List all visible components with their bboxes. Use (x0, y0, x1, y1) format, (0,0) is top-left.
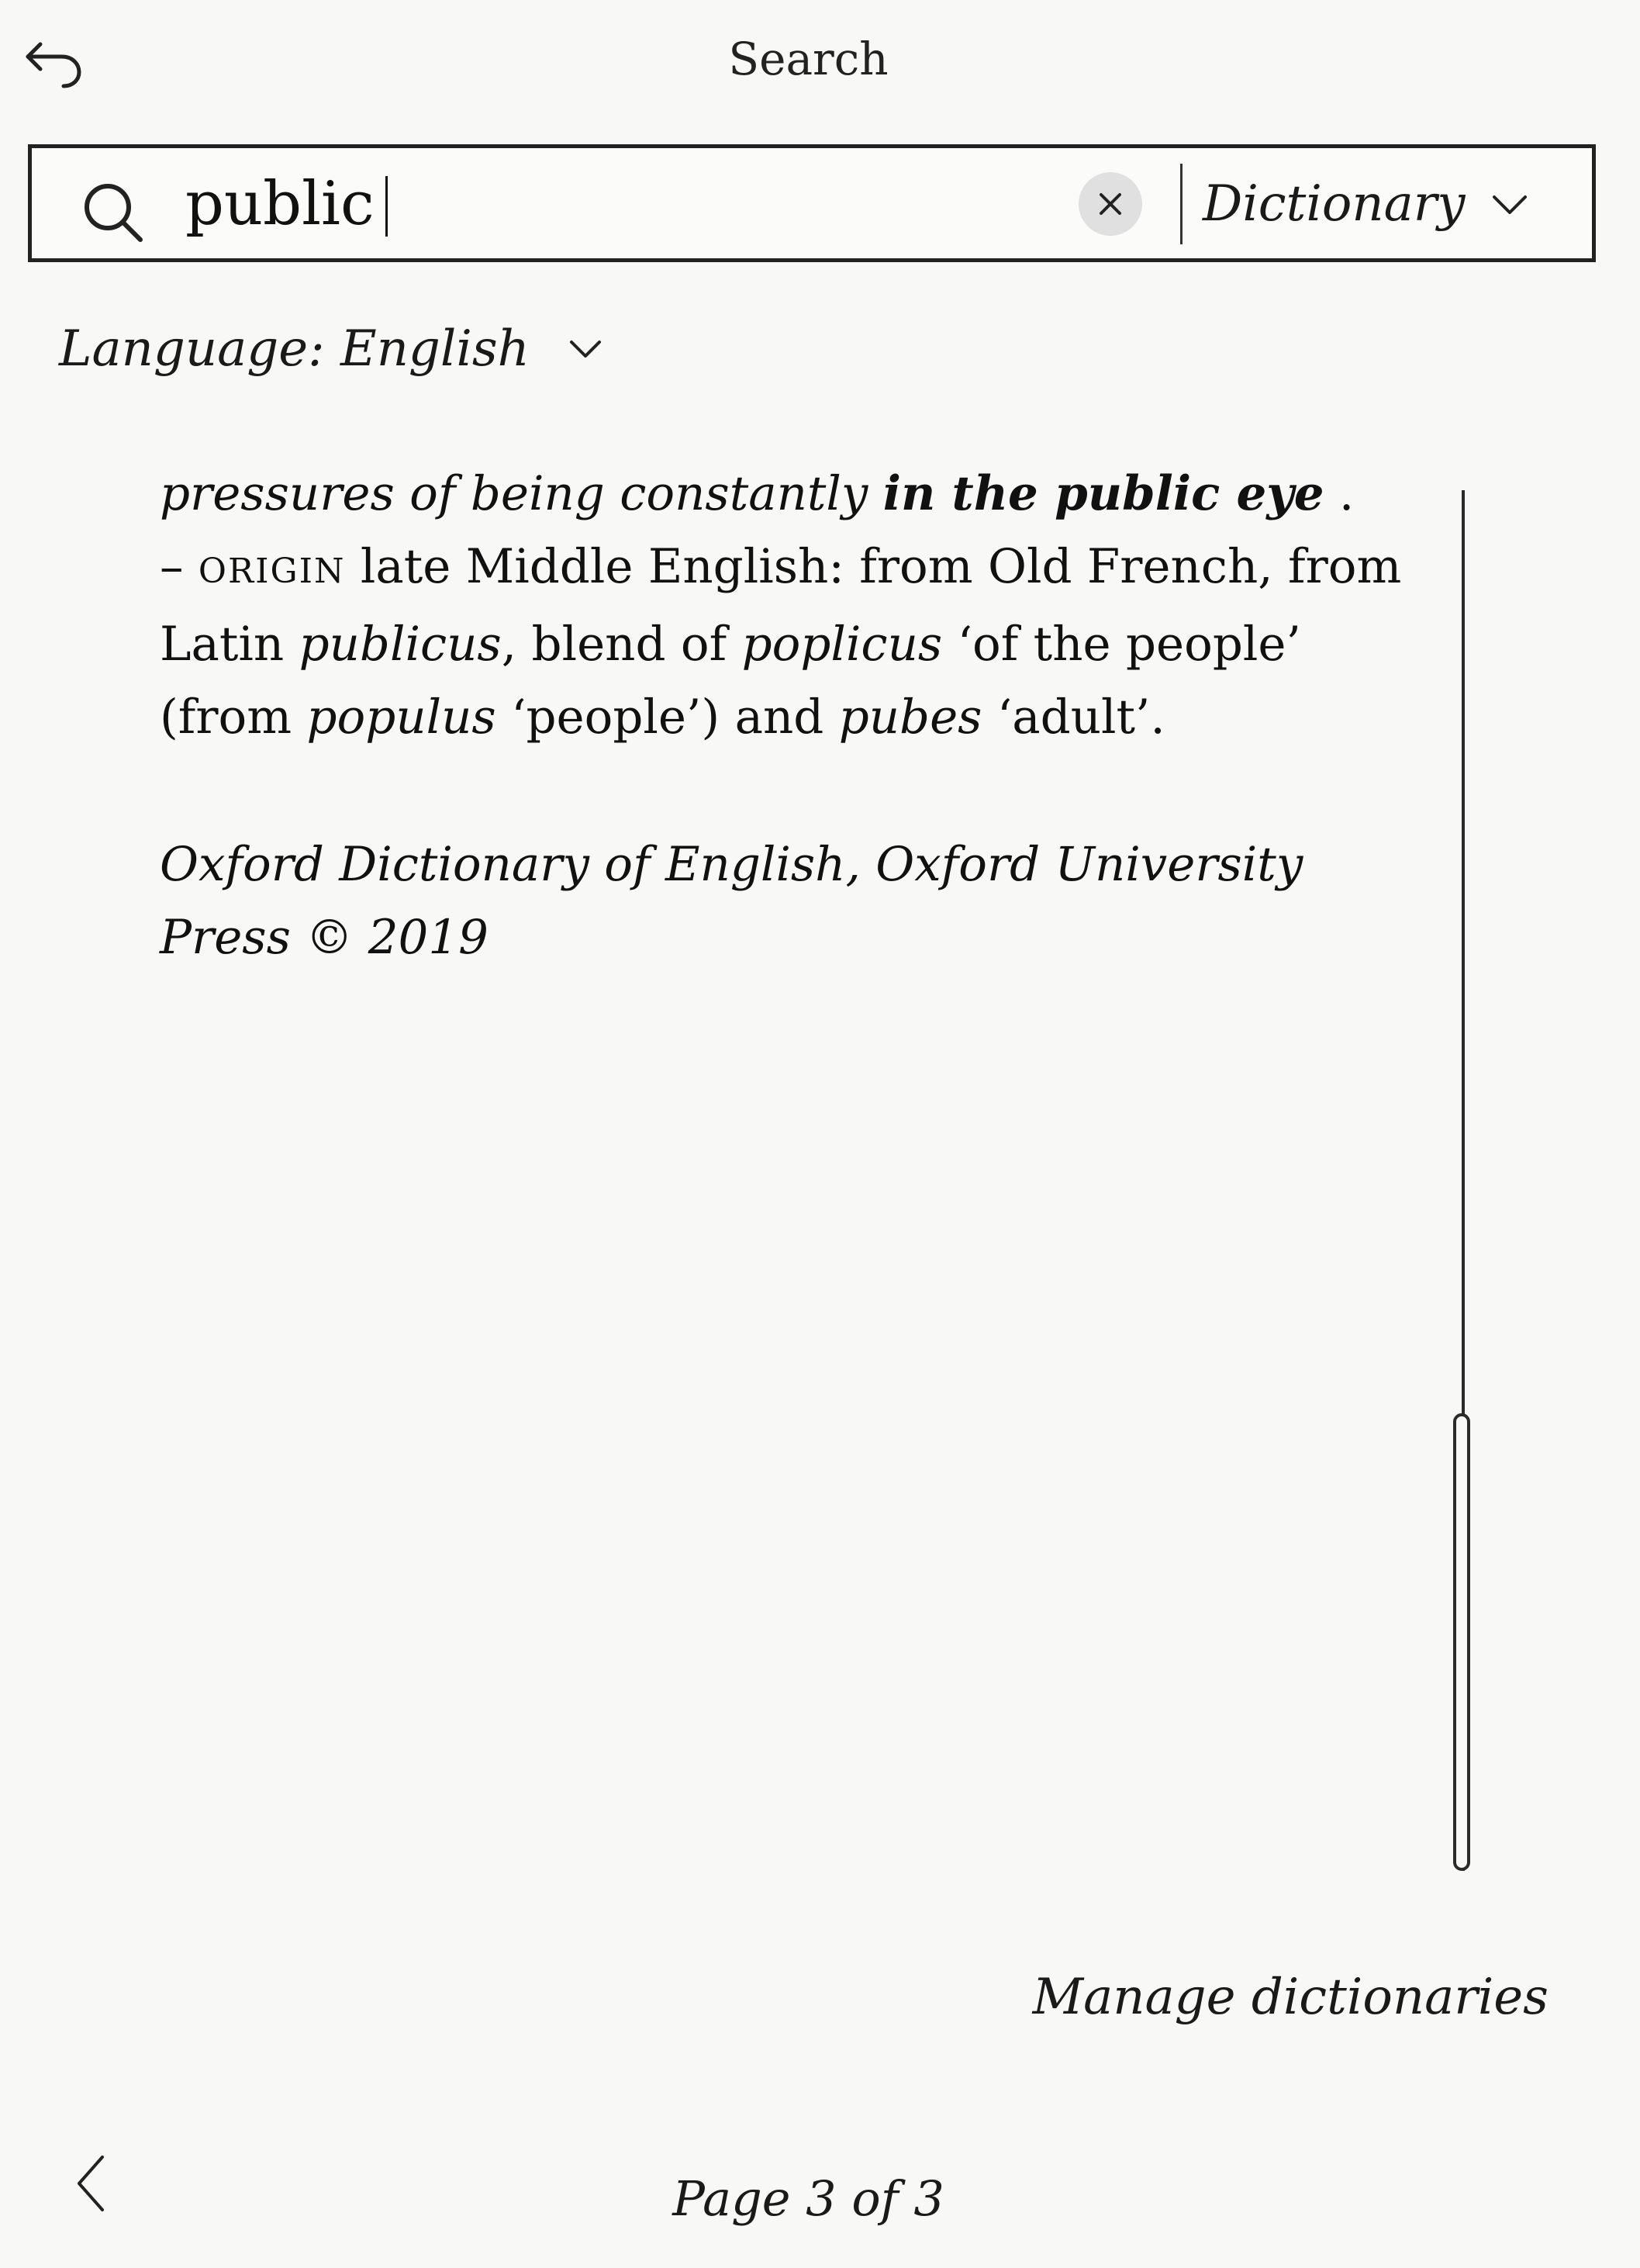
scrollbar-thumb[interactable] (1453, 1413, 1470, 1871)
origin-dash: – (160, 539, 199, 594)
etymon-word: populus (306, 690, 496, 745)
origin-text: ‘people’) and (495, 690, 839, 745)
example-text: pressures of being constantly (160, 466, 883, 521)
etymon-word: pubes (838, 690, 982, 745)
dictionary-attribution: Oxford Dictionary of English, Oxford University Press © 2019 (160, 837, 1303, 965)
search-input[interactable] (185, 165, 1077, 243)
search-bar (28, 144, 1596, 262)
dictionary-entry (160, 458, 1431, 754)
entry-paragraph (160, 458, 1431, 531)
origin-text: , blend of (501, 617, 742, 672)
page-title: Search (728, 33, 889, 85)
manage-dictionaries-link[interactable]: Manage dictionaries (1032, 1969, 1549, 2026)
close-icon (1096, 190, 1124, 218)
origin-text: ‘adult’. (982, 690, 1165, 745)
origin-text: late Middle English: from Old French, from Latin (160, 539, 1402, 672)
chevron-down-icon (1491, 192, 1528, 216)
language-label: Language: English (59, 320, 530, 378)
language-dropdown[interactable] (59, 310, 602, 388)
etymon-word: publicus (299, 617, 502, 672)
origin-label: ORIGIN (198, 551, 346, 591)
search-divider (1180, 164, 1183, 244)
etymon-word: poplicus (741, 617, 943, 672)
search-source-label: Dictionary (1203, 175, 1466, 233)
origin-paragraph (160, 531, 1431, 754)
origin-text: ‘of the people’ (from (160, 617, 1301, 745)
example-end: . (1324, 466, 1355, 521)
text-caret (385, 176, 388, 237)
search-icon (80, 179, 147, 246)
page-indicator: Page 3 of 3 (672, 2170, 944, 2227)
chevron-down-icon (568, 338, 602, 360)
phrase-headword: in the public eye (882, 466, 1324, 521)
search-source-dropdown[interactable] (1203, 161, 1559, 247)
clear-search-button[interactable] (1079, 172, 1142, 236)
